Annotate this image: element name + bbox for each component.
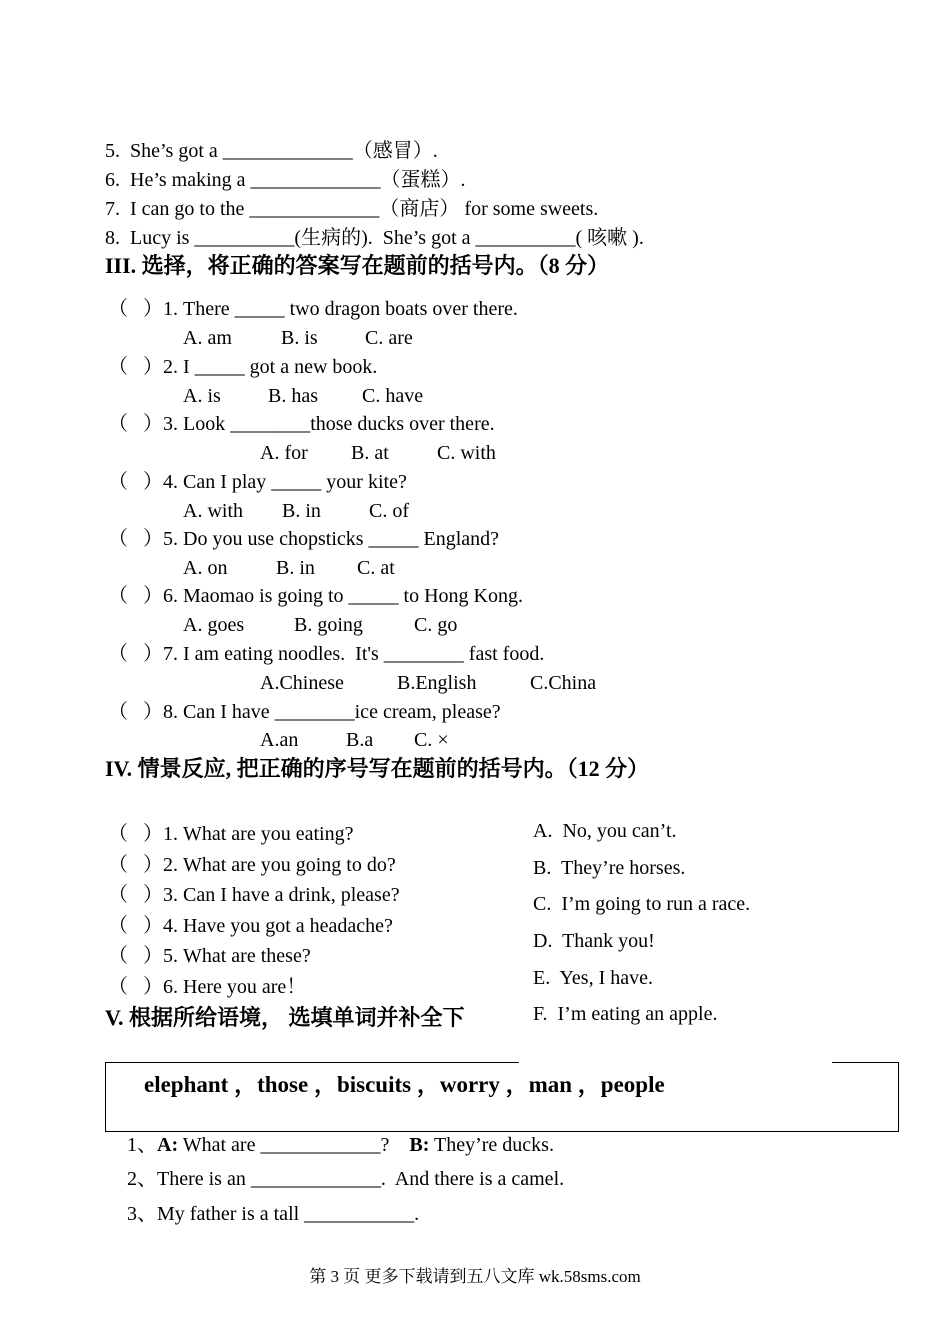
- option: B. in: [276, 557, 315, 579]
- option: A. am: [183, 327, 232, 349]
- option: C.China: [530, 672, 597, 694]
- question-4-2: （ ）2. What are you going to do?: [108, 854, 396, 876]
- option: C. are: [365, 327, 413, 349]
- option: A. is: [183, 385, 221, 407]
- question-3-3: （ ）3. Look ________those ducks over there.: [108, 413, 495, 435]
- option: A.Chinese: [260, 672, 344, 694]
- section-5-heading: V. 根据所给语境， 选填单词并补全下: [105, 1005, 465, 1030]
- question-4-6: （ ）6. Here you are！: [108, 976, 307, 998]
- question-3-7: （ ）7. I am eating noodles. It's ________ fast food.: [108, 643, 545, 665]
- option: B. has: [268, 385, 318, 407]
- question-5-2: 2、There is an _____________. And there is a camel.: [127, 1168, 565, 1190]
- option: B.a: [346, 729, 374, 751]
- answer-b: B. They’re horses.: [533, 857, 686, 879]
- fill-item: 7. I can go to the _____________（商店） for some sweets.: [105, 198, 599, 220]
- option: B.English: [397, 672, 477, 694]
- question-5-3: 3、My father is a tall ___________.: [127, 1203, 420, 1225]
- question-4-3: （ ）3. Can I have a drink, please?: [108, 884, 400, 906]
- option: B. going: [294, 614, 363, 636]
- option: B. at: [351, 442, 389, 464]
- question-4-1: （ ）1. What are you eating?: [108, 823, 354, 845]
- answer-e: E. Yes, I have.: [533, 967, 653, 989]
- fill-item: 5. She’s got a _____________（感冒）.: [105, 140, 438, 162]
- question-3-4: （ ）4. Can I play _____ your kite?: [108, 471, 407, 493]
- answer-c: C. I’m going to run a race.: [533, 893, 751, 915]
- option: A. on: [183, 557, 228, 579]
- section-3-heading: III. 选择，将正确的答案写在题前的括号内。（8 分）: [105, 253, 610, 278]
- question-4-4: （ ）4. Have you got a headache?: [108, 915, 393, 937]
- question-4-5: （ ）5. What are these?: [108, 945, 311, 967]
- fill-item: 6. He’s making a _____________（蛋糕）.: [105, 169, 466, 191]
- page-footer: 第 3 页 更多下载请到五八文库 wk.58sms.com: [309, 1267, 641, 1286]
- question-5-1: 1、A: What are ____________? B: They’re ducks.: [127, 1134, 554, 1156]
- option: C. go: [414, 614, 458, 636]
- option: C. have: [362, 385, 424, 407]
- answer-f: F. I’m eating an apple.: [533, 1003, 718, 1025]
- section-4-heading: IV. 情景反应, 把正确的序号写在题前的括号内。（12 分）: [105, 756, 650, 781]
- option: A. for: [260, 442, 308, 464]
- question-3-6: （ ）6. Maomao is going to _____ to Hong Kong.: [108, 585, 523, 607]
- answer-d: D. Thank you!: [533, 930, 655, 952]
- option: C. of: [369, 500, 409, 522]
- option: A.an: [260, 729, 299, 751]
- option: A. with: [183, 500, 243, 522]
- question-3-1: （ ）1. There _____ two dragon boats over there.: [108, 298, 518, 320]
- option: B. in: [282, 500, 321, 522]
- question-3-8: （ ）8. Can I have ________ice cream, please?: [108, 701, 501, 723]
- question-3-2: （ ）2. I _____ got a new book.: [108, 356, 378, 378]
- answer-a: A. No, you can’t.: [533, 820, 677, 842]
- option: C. with: [437, 442, 496, 464]
- fill-item: 8. Lucy is __________(生病的). She’s got a __________( 咳嗽 ).: [105, 227, 644, 249]
- option: B. is: [281, 327, 318, 349]
- word-bank: elephant ，those ，biscuits ，worry ，man ，people: [144, 1072, 665, 1097]
- option: C. ×: [414, 729, 449, 751]
- option: A. goes: [183, 614, 245, 636]
- question-3-5: （ ）5. Do you use chopsticks _____ England?: [108, 528, 500, 550]
- option: C. at: [357, 557, 395, 579]
